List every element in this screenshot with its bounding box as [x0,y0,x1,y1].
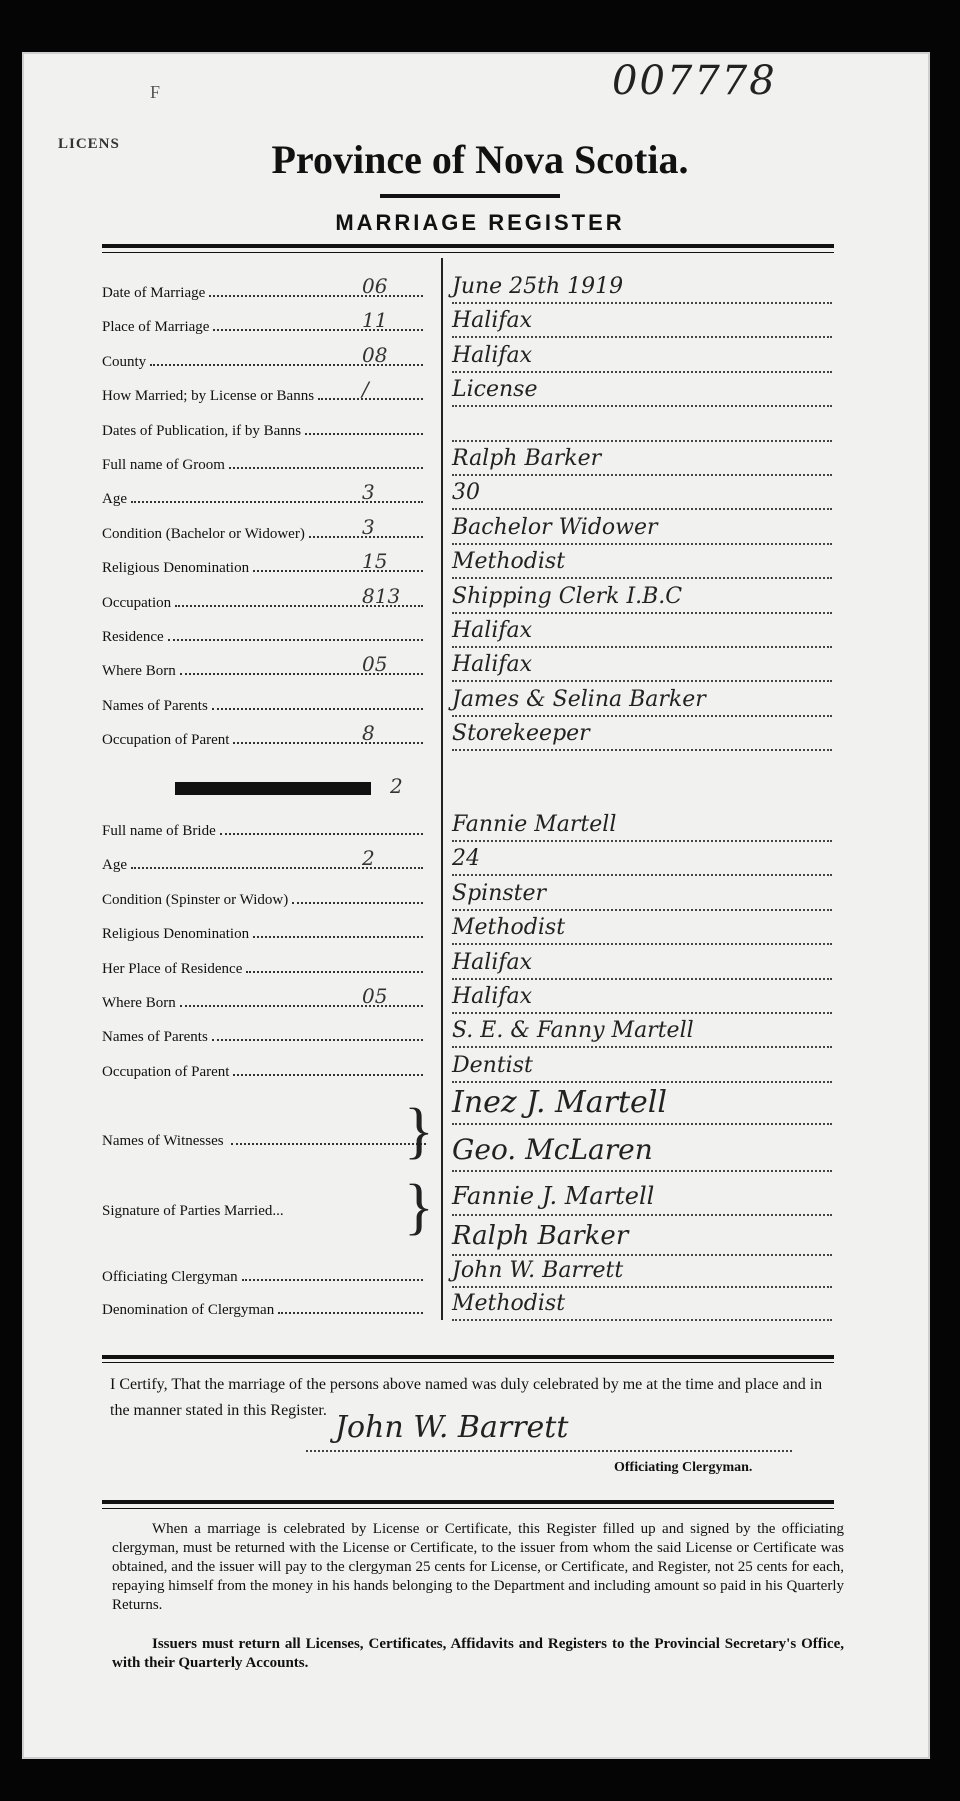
field-label-text: Occupation of Parent [102,732,230,749]
witness-1: Inez J. Martell [452,1083,832,1125]
field-code: 2 [362,846,375,871]
leader-dots [253,936,423,938]
field-label-text: Date of Marriage [102,285,206,301]
leader-dots [131,501,423,503]
divider-code: 2 [390,774,403,798]
field-label-text: Denomination of Clergyman [102,1302,275,1318]
field-value: Halifax [452,650,832,682]
leader-dots [318,398,423,400]
field-label [102,1026,423,1048]
field-value: Halifax [452,341,832,373]
field-label-text: Names of Parents [102,697,208,714]
field-code: 3 [362,480,375,505]
field-value: James & Selina Barker [452,685,832,717]
field-label-text: Condition (Spinster or Widow) [102,891,289,908]
certification-caption: Officiating Clergyman. [614,1460,753,1475]
field-label [102,889,423,911]
notice-paragraph-1: When a marriage is celebrated by License or Certificate, this Register filled up and signed by the officiating clergyman, must be returned with the License or Certificate, to the issuer from whom the said License or Certificate was obtained, and the issuer will pay to the clergyman 25 cents for License, or Certificate, and Register, not 25 cents for each, repaying himself from the money in his hands belonging to the Department and including amount so paid in his Quarterly Returns. [112,1521,844,1613]
field-label-text: Officiating Clergyman [102,1269,238,1285]
signatures-label: Signature of Parties Married... [102,1203,284,1219]
field-label-text: Where Born [102,663,176,680]
leader-dots [131,867,423,869]
field-label-text: Her Place of Residence [102,960,243,977]
field-value: Ralph Barker [452,444,832,476]
field-label-text: Place of Marriage [102,319,210,336]
field-label [102,385,423,407]
witnesses-label-text: Names of Witnesses [102,1133,224,1149]
signature-bride: Fannie J. Martell [452,1178,832,1216]
leader-dots [213,329,423,331]
field-value: June 25th 1919 [452,272,832,304]
signatures-brace: } [404,1173,434,1241]
field-label [102,488,423,510]
field-label [102,626,423,648]
field-label-text: How Married; by License or Banns [102,388,315,405]
field-code: 08 [362,342,388,367]
field-value: License [452,375,832,407]
field-value: Methodist [452,547,832,579]
field-label-text: Religious Denomination [102,560,250,577]
leader-dots [231,1143,426,1145]
field-label [102,695,423,717]
leader-dots [305,433,423,435]
signature-groom: Ralph Barker [452,1218,832,1256]
field-label-text: Occupation [102,594,172,611]
witnesses-label [102,1130,426,1152]
field-value: S. E. & Fanny Martell [452,1016,832,1048]
field-value: Fannie Martell [452,810,832,842]
field-code: 11 [362,308,388,333]
field-code: 8 [362,721,375,746]
leader-dots [233,742,423,744]
field-label [102,1299,423,1321]
leader-dots [229,467,423,469]
witness-2: Geo. McLaren [452,1130,832,1172]
field-value: Methodist [452,1289,832,1321]
field-value: 24 [452,844,832,876]
field-code: 06 [362,274,388,298]
field-label-text: Where Born [102,995,176,1011]
field-value: Spinster [452,879,832,911]
certification-text: I Certify, That the marriage of the persons above named was duly celebrated by me at the time and place and in the manner stated in this Register. [110,1376,823,1419]
field-label-text: Occupation of Parent [102,1063,230,1080]
field-code: 15 [362,549,388,574]
field-value: Halifax [452,306,832,338]
field-value: Methodist [452,913,832,945]
leader-dots [212,1039,423,1041]
field-value: Dentist [452,1051,832,1083]
field-label-text: Age [102,857,127,874]
field-code: 3 [362,514,375,539]
corner-mark: F [150,82,161,102]
field-label-text: Full name of Groom [102,457,225,473]
field-label [102,958,423,980]
title-underline [380,194,560,198]
leader-dots [168,639,423,641]
leader-dots [209,295,423,297]
field-label [102,1061,423,1083]
field-value: Shipping Clerk I.B.C [452,582,832,614]
field-code: / [362,377,369,402]
field-label-text: Dates of Publication, if by Banns [102,422,302,439]
field-label-text: County [102,353,147,370]
leader-dots [242,1279,423,1281]
top-rule-thin [102,252,834,253]
leader-dots [246,971,423,973]
leader-dots [220,833,423,835]
field-value: Halifax [452,948,832,980]
field-value: John W. Barrett [452,1256,832,1288]
page-subtitle: MARRIAGE REGISTER [335,210,625,235]
field-value: Halifax [452,982,832,1014]
field-code: 05 [362,984,388,1008]
witnesses-brace: } [404,1097,434,1165]
field-code: 813 [362,583,401,608]
field-value: Halifax [452,616,832,648]
leader-dots [253,570,423,572]
page-title: Province of Nova Scotia. [271,137,689,182]
field-value: Storekeeper [452,719,832,751]
field-value: Bachelor Widower [452,513,832,545]
bride-section-divider-bar [175,782,371,795]
certification-signature: John W. Barrett [335,1410,569,1445]
field-label [102,454,423,476]
field-label [102,729,423,751]
field-label-text: Religious Denomination [102,926,250,943]
certify-rule-thin [102,1362,834,1363]
field-label [102,923,423,945]
field-label [102,820,423,842]
top-rule [102,244,834,248]
notice-rule [102,1500,834,1504]
field-code: 05 [362,652,388,677]
column-divider [441,258,443,1320]
certify-rule [102,1355,834,1359]
field-label-text: Full name of Bride [102,823,216,839]
document-number: 007778 [612,58,777,104]
field-label-text: Age [102,491,127,508]
field-value: 30 [452,478,832,510]
leader-dots [233,1074,423,1076]
leader-dots [292,902,423,904]
field-value [452,410,832,442]
notice-rule-thin [102,1508,834,1509]
license-stamp: LICENS [58,136,120,152]
field-label-text: Residence [102,629,164,645]
signature-line [306,1450,792,1452]
field-label-text: Condition (Bachelor or Widower) [102,525,305,542]
leader-dots [212,708,423,710]
notice-paragraph-2: Issuers must return all Licenses, Certificates, Affidavits and Registers to the Provincial Secretary's Office, with their Quarterly Accounts. [112,1636,844,1671]
field-label-text: Names of Parents [102,1029,208,1046]
leader-dots [278,1312,423,1314]
field-label [102,1266,423,1288]
field-label [102,420,423,442]
